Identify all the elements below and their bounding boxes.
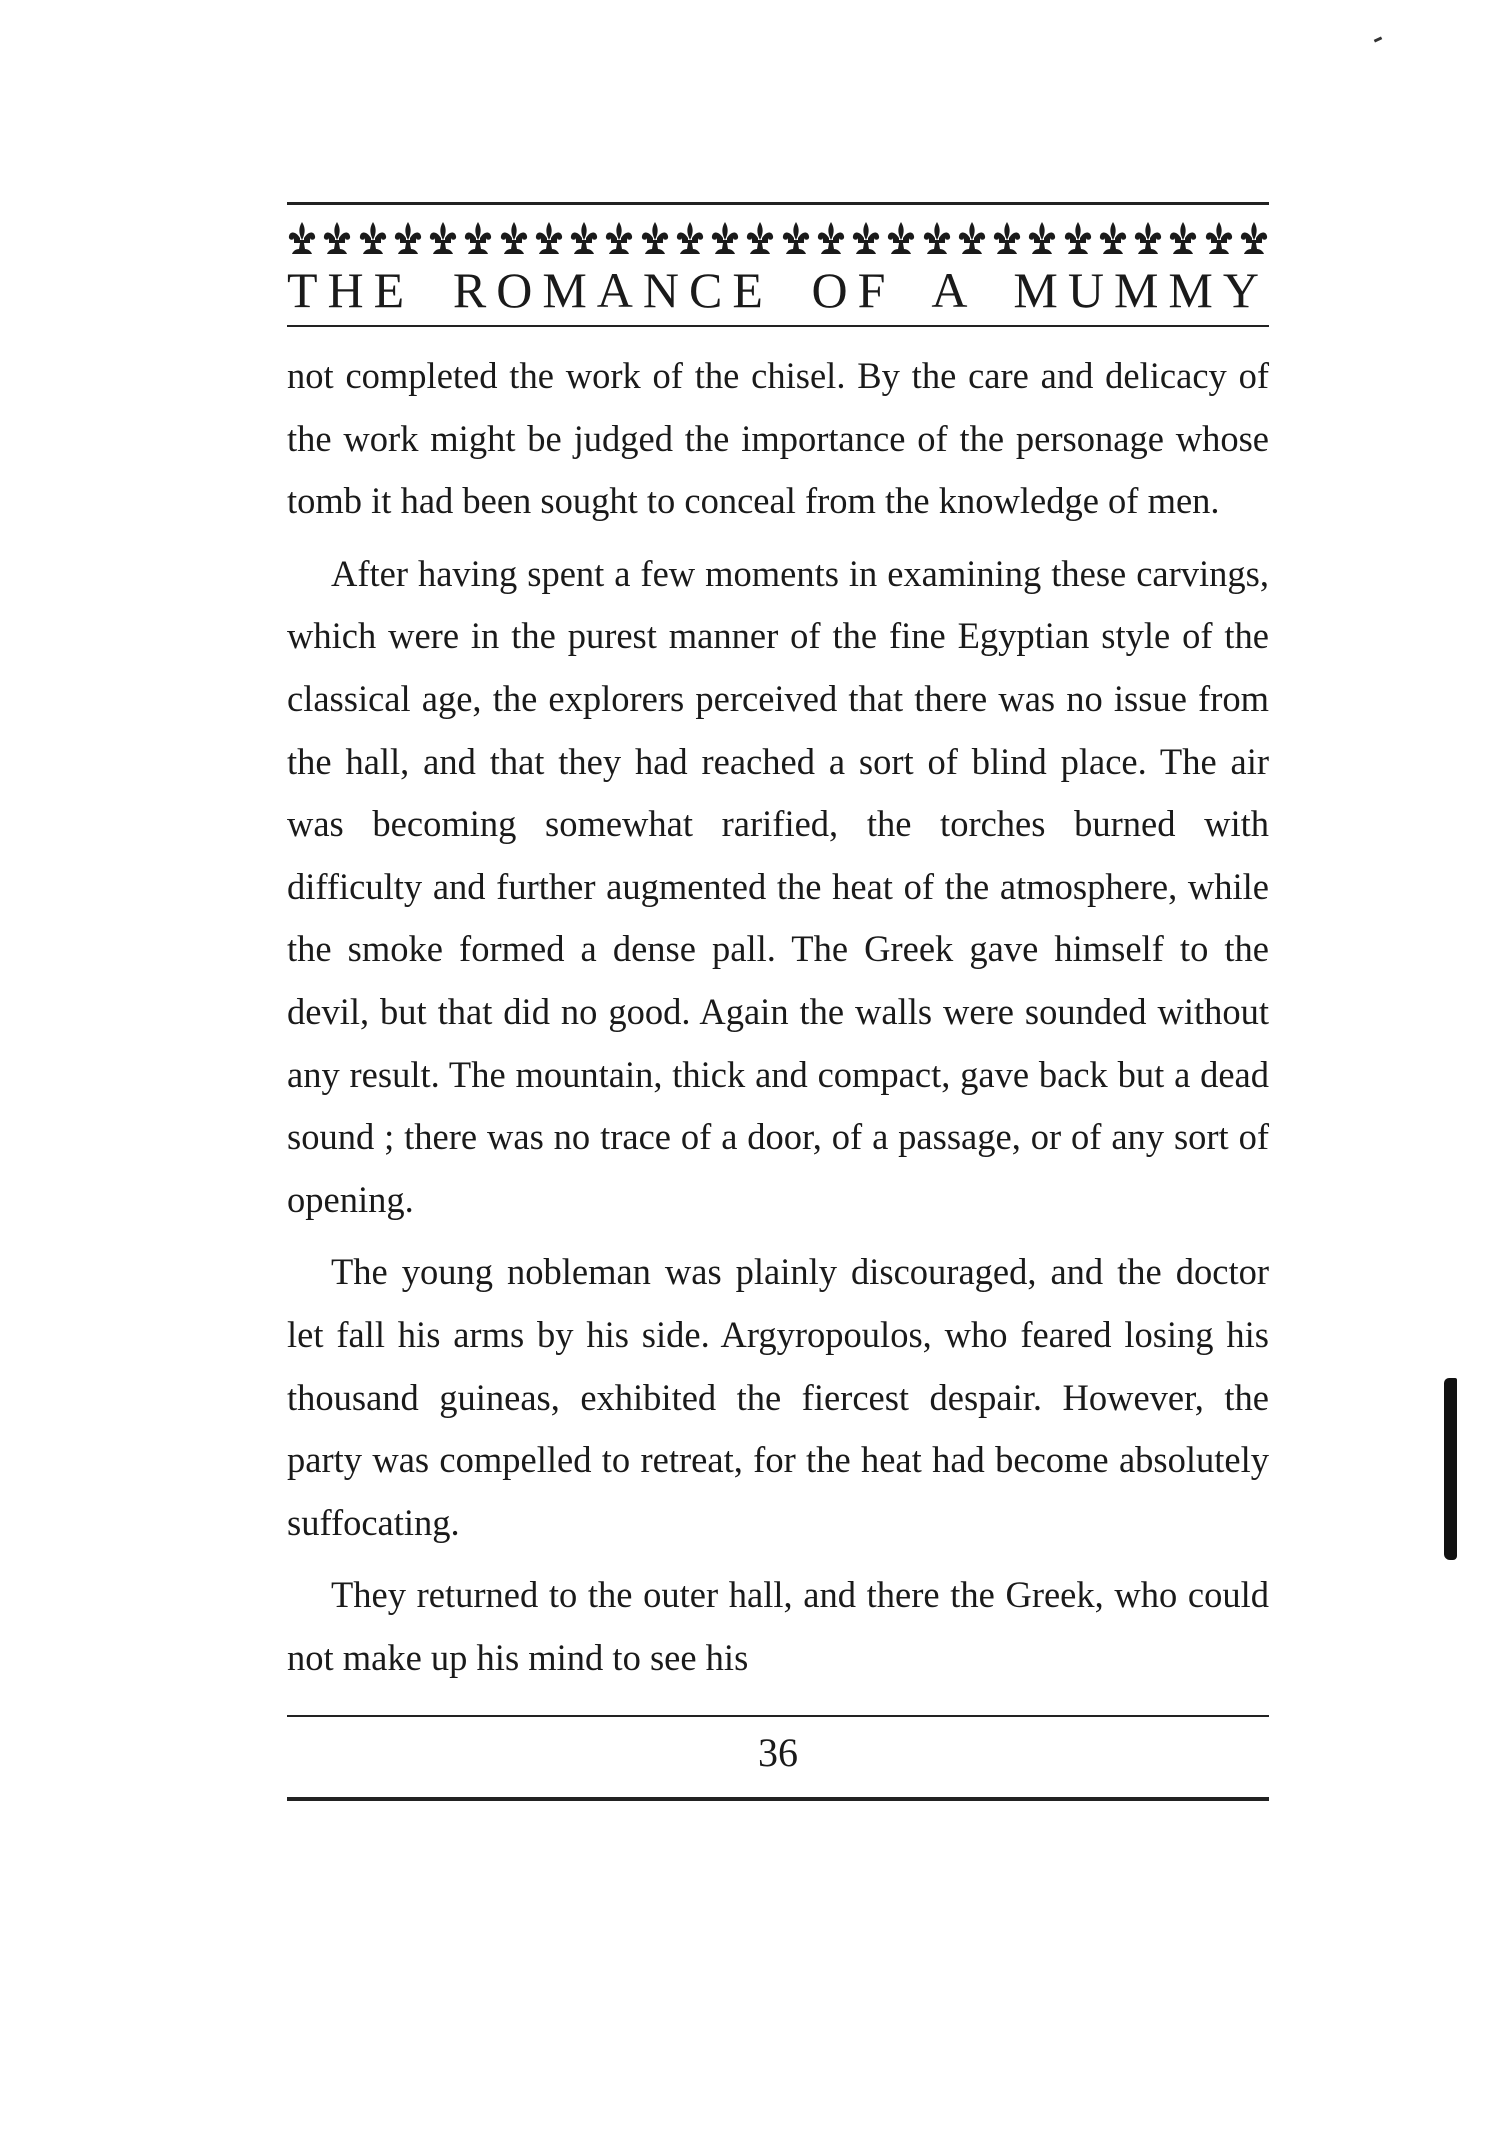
fleur-de-lis-icon <box>886 221 916 255</box>
fleur-de-lis-icon <box>957 221 987 255</box>
fleur-de-lis-icon <box>816 221 846 255</box>
paragraph-4: They returned to the outer hall, and there the Greek, who could not make up his mind to see his <box>287 1574 1269 1678</box>
footer-bottom-rule <box>287 1797 1269 1801</box>
margin-ink-bar <box>1444 1378 1457 1560</box>
header-bottom-rule <box>287 325 1269 327</box>
fleur-de-lis-icon <box>851 221 881 255</box>
paragraph-3: The young nobleman was plainly discouraged, and the doctor let fall his arms by his side. Argyropoulos, who feared losing his thousand guineas, exhibited the fiercest despair. However, the party was compelled to retreat, for the heat had become absolutely suffocating. <box>287 1251 1269 1543</box>
fleur-de-lis-icon <box>1063 221 1093 255</box>
fleur-de-lis-icon <box>745 221 775 255</box>
fleur-de-lis-icon <box>1204 221 1234 255</box>
fleur-de-lis-icon <box>1239 221 1269 255</box>
fleur-de-lis-icon <box>604 221 634 255</box>
fleur-de-lis-icon <box>499 221 529 255</box>
footer-top-rule <box>287 1715 1269 1717</box>
paragraph-2: After having spent a few moments in examining these carvings, which were in the purest manner of the fine Egyptian style of the classical age, the explorers perceived that there was no issue from the hall, and that they had reached a sort of blind place. The air was becoming somewhat rarified, the torches burned with difficulty and further augmented the heat of the atmosphere, while the smoke formed a dense pall. The Greek gave himself to the devil, but that did no good. Again the walls were sounded without any result. The mountain, thick and compact, gave back but a dead sound ; there was no trace of a door, of a passage, or of any sort of opening. <box>287 552 1269 1220</box>
fleur-de-lis-icon <box>1098 221 1128 255</box>
fleur-de-lis-icon <box>710 221 740 255</box>
fleur-de-lis-icon <box>569 221 599 255</box>
fleur-de-lis-icon <box>992 221 1022 255</box>
fleur-de-lis-icon <box>922 221 952 255</box>
fleur-de-lis-icon <box>1133 221 1163 255</box>
fleur-de-lis-icon <box>534 221 564 255</box>
fleur-de-lis-icon <box>1168 221 1198 255</box>
page-content <box>287 202 1269 1801</box>
fleur-de-lis-icon <box>675 221 705 255</box>
paragraph-1: not completed the work of the chisel. By the care and delicacy of the work might be judged the importance of the personage whose tomb it had been sought to conceal from the knowledge of men. <box>287 355 1269 522</box>
fleur-de-lis-icon <box>781 221 811 255</box>
fleur-de-lis-icon <box>322 221 352 255</box>
fleur-de-lis-icon <box>463 221 493 255</box>
page-number: 36 <box>758 1730 798 1776</box>
header-top-rule <box>287 202 1269 205</box>
fleur-de-lis-icon <box>640 221 670 255</box>
fleur-de-lis-icon <box>1027 221 1057 255</box>
corner-speck <box>1374 36 1383 42</box>
fleur-de-lis-icon <box>287 221 317 255</box>
fleur-de-lis-icon <box>393 221 423 255</box>
body-text <box>287 345 1269 1689</box>
fleuron-ornament-band <box>287 219 1269 257</box>
fleur-de-lis-icon <box>428 221 458 255</box>
running-head: THE ROMANCE OF A MUMMY <box>287 262 1269 318</box>
fleur-de-lis-icon <box>358 221 388 255</box>
